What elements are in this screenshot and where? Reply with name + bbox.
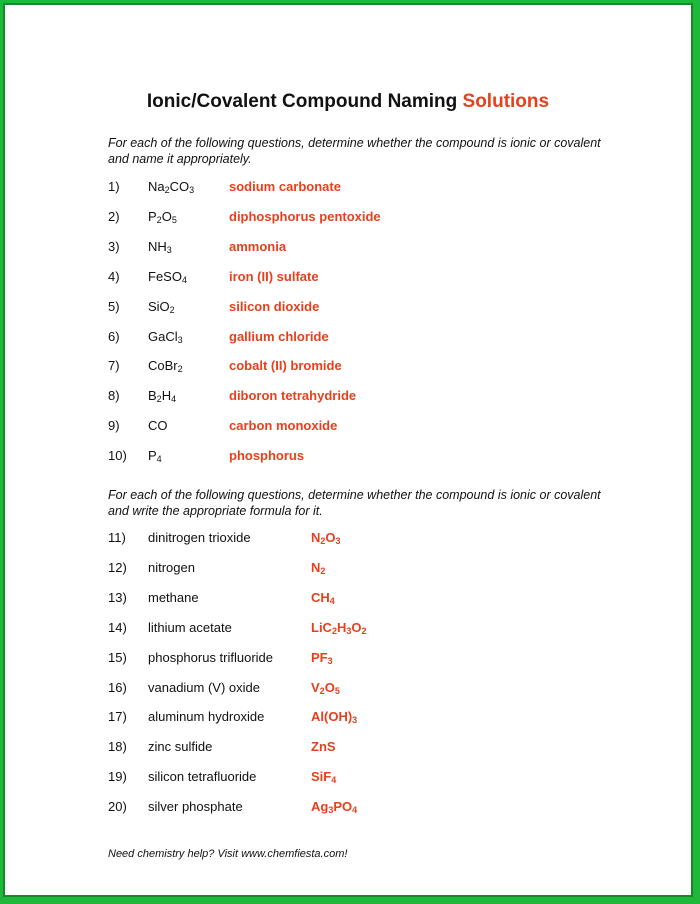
answer-name: silicon dioxide [229,298,320,314]
question-number: 19) [108,769,127,785]
answer-formula: $CH_4$ [311,589,335,606]
answer-formula: $Ag_3PO_4$ [311,799,358,816]
question-number: 20) [108,799,127,815]
answer-formula: ZnS [311,739,336,755]
compound-name: methane [148,589,199,605]
question-number: 6) [108,328,120,344]
page-title [5,91,691,113]
compound-formula: $Na_2CO_3$ [148,179,195,195]
question-number: 15) [108,649,127,665]
worksheet-page [3,3,693,897]
answer-name: carbon monoxide [229,418,338,434]
compound-formula: $P_4$ [148,448,162,465]
question-number: 12) [108,559,127,575]
compound-name: zinc sulfide [148,739,213,755]
compound-name: lithium acetate [148,619,232,635]
question-number: 10) [108,448,127,464]
compound-formula: GaCl$_3$ [148,328,183,345]
answer-name: phosphorus [229,448,305,464]
answer-name: diphosphorus pentoxide [229,208,381,224]
answer-name: diboron tetrahydride [229,388,357,404]
compound-name: phosphorus trifluoride [148,649,274,665]
compound-formula: SiO$_2$ [148,298,175,315]
question-number: 3) [108,238,120,254]
question-number: 14) [108,619,127,635]
compound-name: silicon tetrafluoride [148,769,257,785]
answer-formula: $N_2$ [311,559,326,576]
compound-formula: $NH_3$ [148,238,172,255]
answer-formula: $LiC_2H_3O_2$ [311,619,367,636]
compound-formula: $P_2O_5$ [148,208,177,225]
question-number: 11) [108,530,126,545]
answer-formula: SiF$_4$ [311,769,337,786]
compound-name: silver phosphate [148,799,243,815]
title-accent: Solutions [462,91,550,112]
question-number: 16) [108,679,127,695]
title-main: Ionic/Covalent Compound Naming [146,91,458,112]
compound-formula: FeSO$_4$ [148,268,187,285]
answer-formula: $Al(OH)_3$ [311,709,358,726]
compound-name: dinitrogen trioxide [148,530,251,545]
compound-name: vanadium (V) oxide [148,679,260,695]
question-number: 5) [108,298,120,314]
compound-formula: $B_2H_4$ [148,388,177,405]
answer-formula: $V_2O_5$ [311,679,340,696]
section1-instructions: For each of the following questions, determine whether the compound is ionic or covalent and name it appropriately. [108,136,601,166]
answer-name: sodium carbonate [229,179,341,194]
footer-note: Need chemistry help? Visit www.chemfiesta.com! [108,848,348,860]
question-number: 4) [108,268,120,284]
question-number: 18) [108,739,127,755]
question-number: 8) [108,388,120,404]
question-number: 7) [108,358,120,374]
compound-name: aluminum hydroxide [148,709,265,725]
compound-name: nitrogen [148,559,195,575]
question-number: 1) [108,179,120,194]
answer-name: iron (II) sulfate [229,268,319,284]
question-number: 17) [108,709,127,725]
answer-formula: $N_2O_3$ [311,530,341,546]
answer-name: cobalt (II) bromide [229,358,342,374]
question-number: 2) [108,208,120,224]
answer-formula: $PF_3$ [311,649,333,666]
question-number: 9) [108,418,120,434]
section2-instructions: For each of the following questions, determine whether the compound is ionic or covalent and write the appropriate formula for it. [108,488,601,518]
compound-formula: CO [148,418,168,434]
answer-name: gallium chloride [229,328,329,344]
answer-name: ammonia [229,238,287,254]
compound-formula: CoBr$_2$ [148,358,183,375]
question-number: 13) [108,589,127,605]
